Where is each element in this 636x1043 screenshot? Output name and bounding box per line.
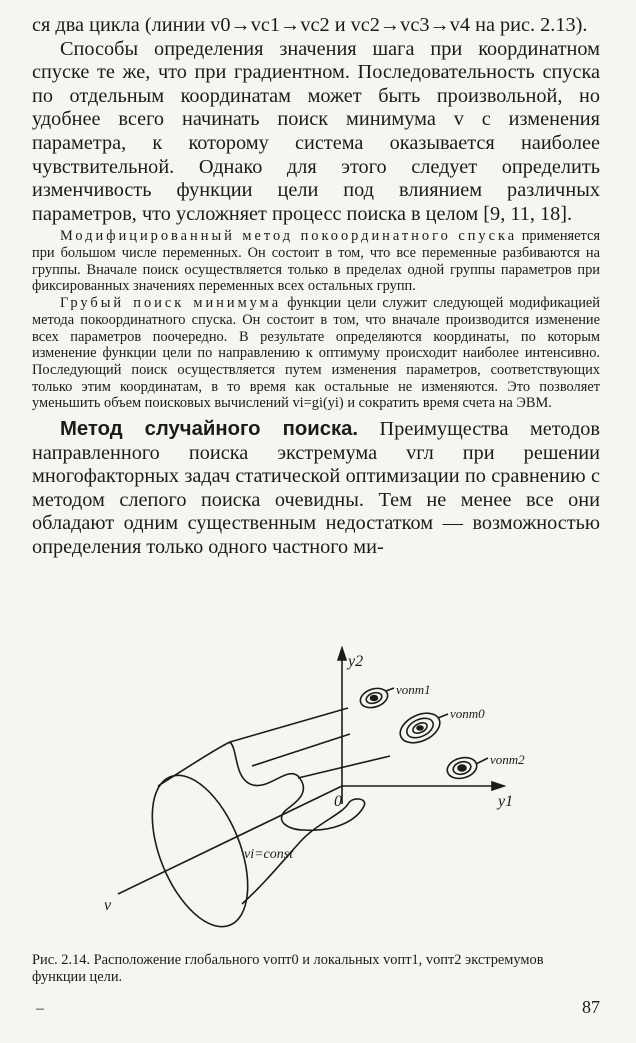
paragraph-random-search-body: Преимущества методов направленного поиска экстремума vгл при решении многофакторных задач статической оптимизации по сравнению с методом слепого поиска очевидны. Тем не менее все они обладают одним существенным недостатком — возможностью определения только одного частного ми- <box>32 418 600 559</box>
label-origin: 0 <box>334 793 342 810</box>
axis-y1-arrow <box>492 782 504 790</box>
label-vopt0: vопт0 <box>450 706 485 721</box>
label-vopt2: vопт2 <box>490 752 525 767</box>
paragraph-step-methods: Способы определения значения шага при координатном спуске те же, что при градиентном. Последовательность спуска по отдельным координатам может быть произвольной, но удобнее всего начинать поиск минимума v с изменения параметра, к которому система оказывается наиболее чувствительной. Однако для этого следует определить изменчивость функции цели под влиянием различных параметров, что усложняет процесс поиска в целом [9, 11, 18]. <box>32 37 600 225</box>
figure-2-14 <box>90 646 530 946</box>
cone-generatrix-mid <box>252 734 350 766</box>
term-modified-method: Модифицированный метод покоординатного спуска <box>60 228 518 245</box>
page-text <box>32 14 600 560</box>
cone-generatrix-low <box>298 756 390 778</box>
label-v: v <box>104 897 112 914</box>
cone-generatrix-top <box>230 708 348 742</box>
page-number: 87 <box>582 997 600 1017</box>
label-y2: y2 <box>348 653 364 670</box>
term-rough-search: Грубый поиск минимума <box>60 295 282 312</box>
figure-caption: Рис. 2.14. Расположение глобального vопт0 и локальных vопт1, vопт2 экстремумов функции цели. <box>32 952 544 985</box>
label-const: vi=const <box>244 847 294 862</box>
contour-vopt0 <box>395 707 444 748</box>
label-y1: y1 <box>498 793 514 810</box>
footer-dash: – <box>36 1000 44 1017</box>
contour-vopt2 <box>445 754 479 781</box>
axis-y2-arrow <box>338 648 346 660</box>
paragraph-rough-search-body: функции цели служит следующей модификацией метода покоординатного спуска. Он состоит в том, что вначале производится изменение всех параметров поочередно. В результате определяются координаты, по которым изменение функции цели по направлению к оптимуму происходит наиболее интенсивно. Последующий поиск осуществляется путем изменения параметров, соответствующих только этим координатам, в то время как остальные не изменяются. Это позволяет уменьшить объем поисковых вычислений vi=gi(yi) и сократить время счета на ЭВМ. <box>32 295 600 412</box>
paragraph-continuation: ся два цикла (линии v0→vc1→vc2 и vc2→vc3→v4 на рис. 2.13). <box>32 14 588 36</box>
axis-v <box>118 786 342 894</box>
paragraph-modified-method-body: применяется при большом числе переменных. Он состоит в том, что все переменные разбиваются на группы. Вначале поиск осуществляется только в пределах одной группы параметров при фиксированных значениях переменных всех остальных групп. <box>32 228 600 295</box>
label-vopt1: vопт1 <box>396 682 431 697</box>
paragraph-random-search <box>32 418 600 560</box>
paragraph-modified-method <box>32 228 600 295</box>
cone-surface <box>158 742 365 904</box>
paragraph-rough-search <box>32 295 600 412</box>
heading-random-search: Метод случайного поиска. <box>60 418 359 441</box>
contour-vopt1 <box>358 685 390 711</box>
